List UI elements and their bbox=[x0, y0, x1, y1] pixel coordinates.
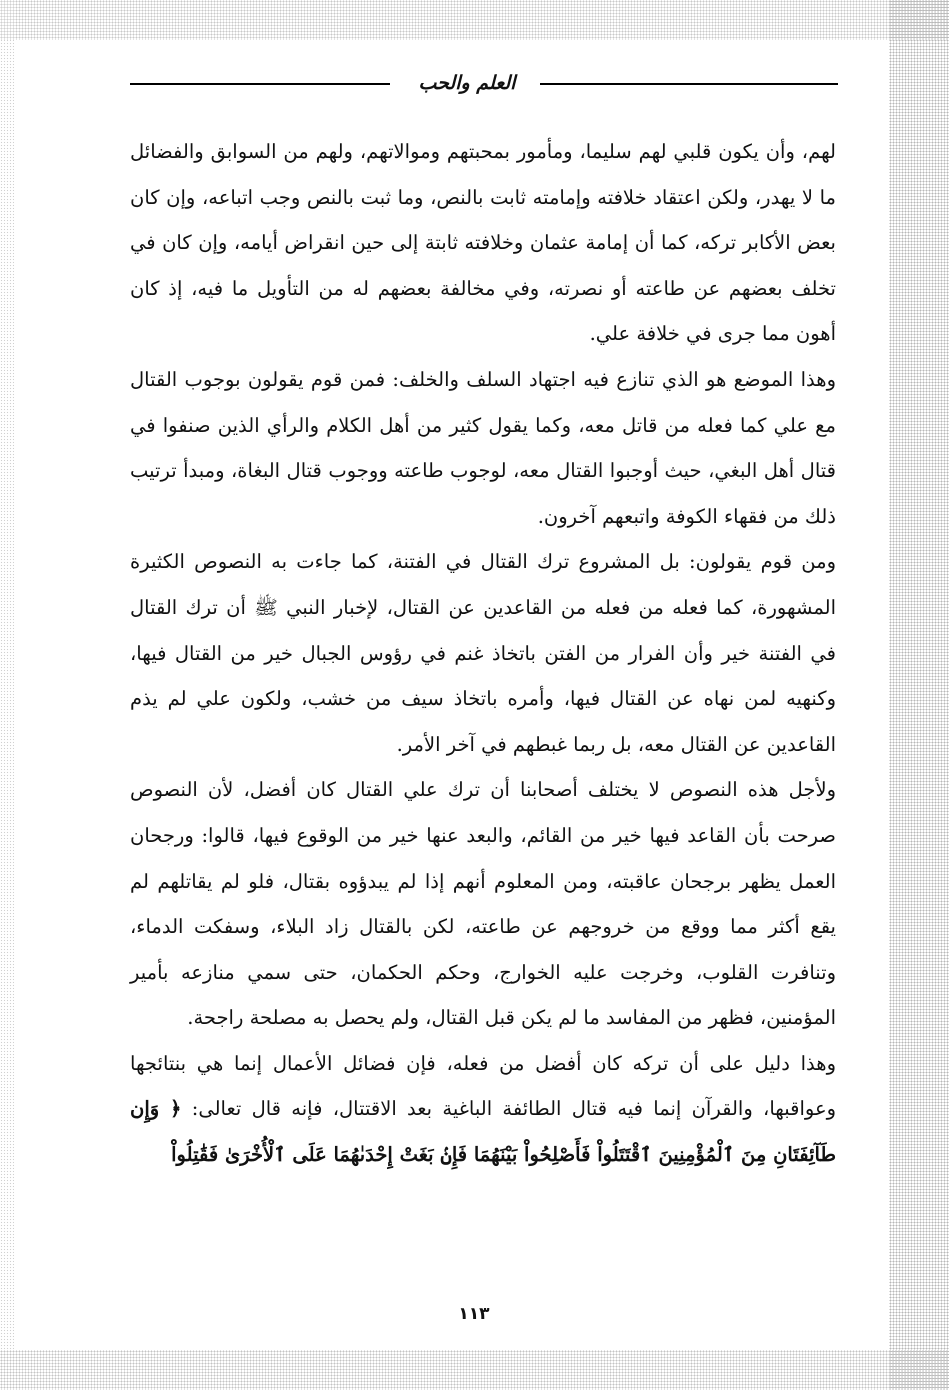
quran-verse: ﴿ وَإِن طَآئِفَتَانِ مِنَ ٱلْمُؤْمِنِينَ ٱقْتَتَلُواْ فَأَصْلِحُواْ بَيْنَهُمَا فَإِنۢ بَغَتْ إِحْدَىٰهُمَا عَلَى ٱلْأُخْرَىٰ فَقَٰتِلُواْ bbox=[130, 1097, 836, 1167]
paragraph-4: ولأجل هذه النصوص لا يختلف أصحابنا أن ترك علي القتال كان أفضل، لأن النصوص صرحت بأن القاعد فيها خير من القائم، والبعد عنها خير من الوقوع فيها، قالوا: ورجحان العمل يظهر برجحان عاقبته، ومن المعلوم أنهم إذا لم يبدؤوه بقتال، فلو لم يقاتلهم لم يقع أكثر مما ووقع من خروجهم عن طاعته، لكن بالقتال زاد البلاء، وسفكت الدماء، وتنافرت القلوب، وخرجت عليه الخوارج، وحكم الحكمان، حتى سمي منازعه بأمير المؤمنين، فظهر من المفاسد ما لم يكن قبل القتال، ولم يحصل به مصلحة راجحة. bbox=[130, 778, 836, 1030]
header-title: العلم والحب bbox=[418, 72, 516, 94]
page-number: ١١٣ bbox=[458, 1304, 490, 1324]
header-rule-right bbox=[540, 83, 838, 85]
paragraph-5 bbox=[130, 1041, 836, 1178]
body-text bbox=[130, 129, 836, 1178]
running-header bbox=[130, 62, 838, 108]
paragraph-1: لهم، وأن يكون قلبي لهم سليما، ومأمور بمحبتهم وموالاتهم، ولهم من السوابق والفضائل ما لا يهدر، ولكن اعتقاد خلافته وإمامته ثابت بالنص، وما ثبت بالنص وجب اتباعه، وإن كان بعض الأكابر تركه، كما أن إمامة عثمان وخلافته ثابتة إلى حين انقراض أيامه، وإن كان في تخلف بعضهم عن طاعته أو نصرته، وفي مخالفة بعضهم له من التأويل ما فيه، إذ كان أهون مما جرى في خلافة علي. bbox=[130, 140, 836, 346]
paragraph-3: ومن قوم يقولون: بل المشروع ترك القتال في الفتنة، كما جاءت به النصوص الكثيرة المشهورة، كما فعله من فعله من القاعدين عن القتال، لإخبار النبي ﷺ أن ترك القتال في الفتنة خير وأن الفرار من الفتن باتخاذ غنم في رؤوس الجبال خير من القتال فيها، وكنهيه لمن نهاه عن القتال فيها، وأمره باتخاذ سيف من خشب، ولكون علي لم يذم القاعدين عن القتال معه، بل ربما غبطهم في آخر الأمر. bbox=[130, 550, 836, 756]
paragraph-2: وهذا الموضع هو الذي تنازع فيه اجتهاد السلف والخلف: فمن قوم يقولون بوجوب القتال مع علي كما فعله من قاتل معه، وكما يقول كثير من أهل الكلام والرأي الذين صنفوا في قتال أهل البغي، حيث أوجبوا القتال معه، لوجوب طاعته ووجوب قتال البغاة، ومبدأ ترتيب ذلك من فقهاء الكوفة واتبعهم آخرون. bbox=[130, 367, 836, 528]
header-rule-left bbox=[130, 83, 390, 85]
paragraph-5-text: وهذا دليل على أن تركه كان أفضل من فعله، فإن فضائل الأعمال إنما هي بنتائجها وعواقبها، والقرآن إنما فيه قتال الطائفة الباغية بعد الاقتتال، فإنه قال تعالى: bbox=[130, 1051, 837, 1121]
